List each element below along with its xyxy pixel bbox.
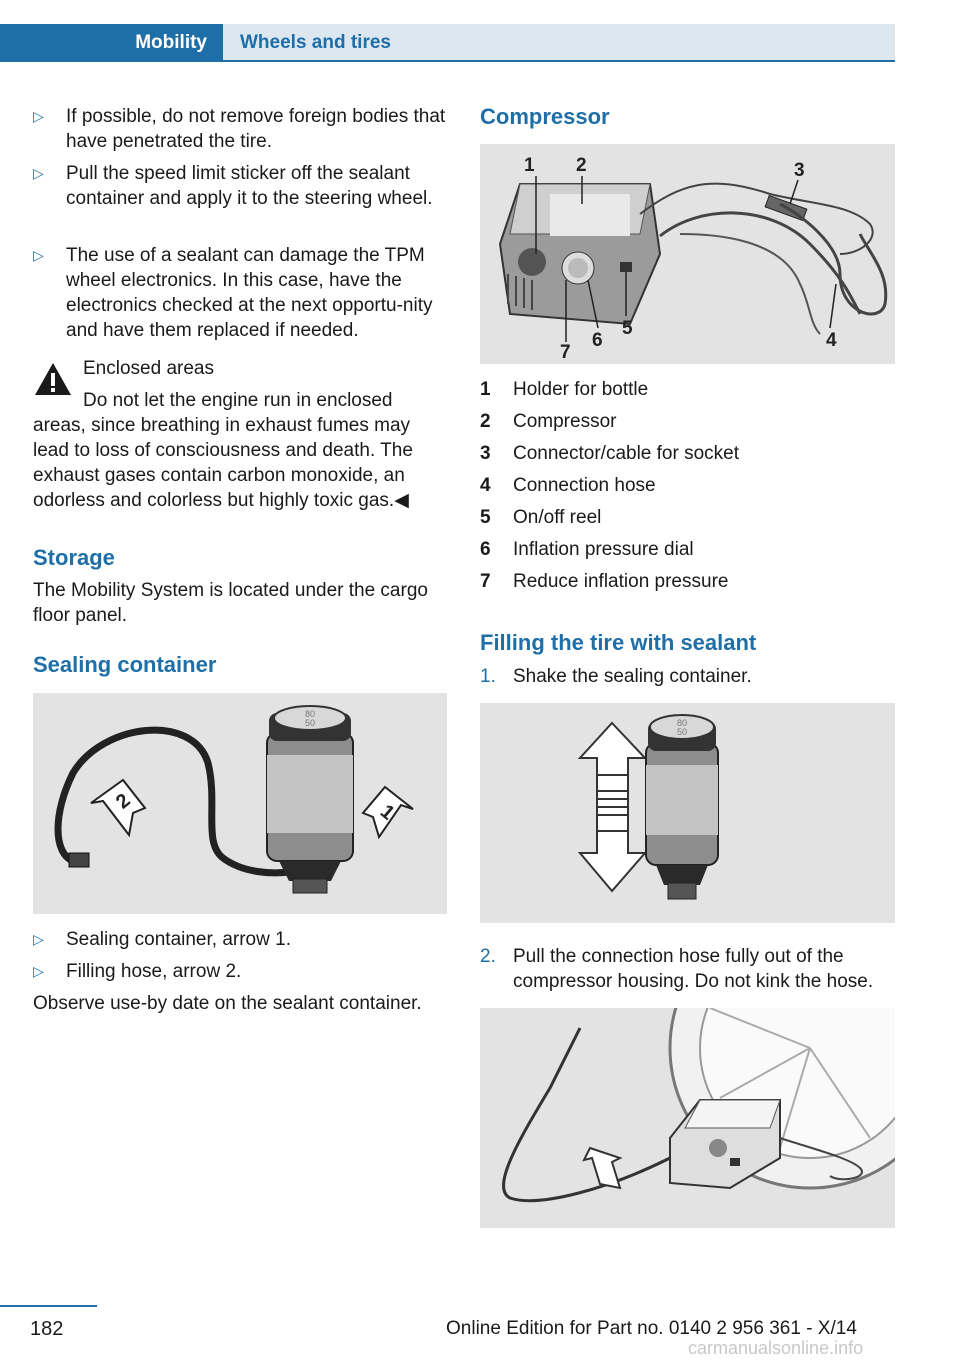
list-item: 7 Reduce inflation pressure (480, 571, 729, 592)
triangle-bullet-icon: ▷ (33, 931, 44, 947)
watermark: carmanualsonline.info (688, 1338, 864, 1358)
sealing-container-figure (33, 693, 447, 914)
edition-text: Online Edition for Part no. 0140 2 956 361 - X/14 (446, 1318, 857, 1339)
triangle-bullet-icon: ▷ (33, 165, 44, 181)
svg-text:80: 80 (304, 709, 316, 719)
triangle-bullet-icon: ▷ (33, 108, 44, 124)
list-item: 6 Inflation pressure dial (480, 539, 694, 560)
sealing-container-heading: Sealing container (33, 652, 217, 677)
svg-text:3: 3 (794, 160, 805, 181)
triangle-bullet-icon: ▷ (33, 963, 44, 979)
list-item: 5 On/off reel (480, 507, 602, 528)
storage-heading: Storage (33, 545, 115, 570)
list-item: 3 Connector/cable for socket (480, 443, 740, 464)
warning-text: Do not let the engine run in enclosed areas, since breathing in exhaust fumes may lead to loss of consciousness and death. The exhaust gases contain carbon monoxide, an odorless and colorless but highly toxic gas.◀ (33, 390, 413, 511)
compressor-heading: Compressor (480, 104, 610, 129)
sealing-container-illustration (33, 693, 447, 914)
compressor-figure (480, 144, 895, 364)
pull-hose-figure (480, 1008, 895, 1228)
header-divider (0, 60, 895, 62)
storage-text: The Mobility System is located under the cargo floor panel. (33, 580, 428, 626)
subsection-tab[interactable]: Wheels and tires (223, 24, 895, 62)
filling-heading: Filling the tire with sealant (480, 630, 757, 655)
svg-text:80: 80 (676, 718, 688, 728)
svg-text:1: 1 (524, 155, 535, 176)
header-bar (0, 24, 895, 62)
pull-hose-illustration (480, 1008, 895, 1228)
use-by-note: Observe use-by date on the sealant container. (33, 993, 422, 1014)
shake-container-figure (480, 703, 895, 923)
warning-title: Enclosed areas (83, 358, 214, 379)
step-item: 2. Pull the connection hose fully out of the compressor housing. Do not kink the hose. (480, 946, 874, 992)
list-item: ▷ The use of a sealant can damage the TPM wheel electronics. In this case, have the electronics checked at the next opportu-nity and have them replaced if needed. (33, 245, 433, 341)
compressor-parts-list (480, 377, 895, 601)
svg-text:50: 50 (304, 718, 316, 728)
left-column (33, 104, 447, 1284)
step-item: 1. Shake the sealing container. (480, 666, 752, 687)
svg-text:50: 50 (676, 727, 688, 737)
svg-text:5: 5 (622, 318, 633, 339)
shake-container-illustration (480, 703, 895, 923)
compressor-illustration (480, 144, 895, 364)
list-item: 2 Compressor (480, 411, 617, 432)
list-item: 1 Holder for bottle (480, 379, 649, 400)
triangle-bullet-icon: ▷ (33, 247, 44, 263)
footer-divider (0, 1305, 97, 1307)
svg-text:4: 4 (826, 330, 837, 351)
list-item: ▷ If possible, do not remove foreign bodies that have penetrated the tire. (33, 106, 446, 152)
right-column (480, 104, 895, 1284)
svg-text:2: 2 (576, 155, 587, 176)
svg-text:2: 2 (111, 789, 135, 814)
svg-text:6: 6 (592, 330, 603, 351)
list-item: 4 Connection hose (480, 475, 656, 496)
list-item: ▷ Filling hose, arrow 2. (33, 961, 242, 982)
section-tab[interactable]: Mobility (0, 24, 223, 62)
list-item: ▷ Pull the speed limit sticker off the sealant container and apply it to the steering wheel. (33, 163, 433, 209)
svg-text:7: 7 (560, 342, 571, 363)
svg-text:1: 1 (375, 800, 399, 825)
list-item: ▷ Sealing container, arrow 1. (33, 929, 291, 950)
page-number: 182 (30, 1318, 64, 1340)
